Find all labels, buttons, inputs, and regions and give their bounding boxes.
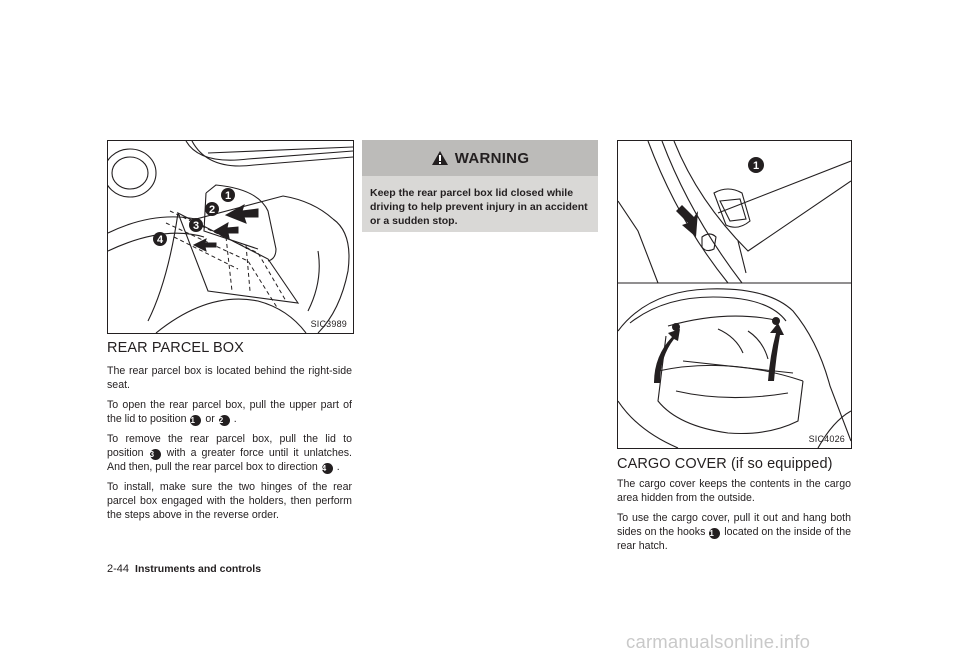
callout-badge: 2 xyxy=(219,415,230,426)
cargo-cover-figure xyxy=(617,140,852,449)
page-number: 2-44 xyxy=(107,563,130,575)
page-footer xyxy=(107,563,261,575)
paragraph-text: To remove the rear parcel box, pull the lid to position xyxy=(107,433,352,459)
cargo-cover-illustration xyxy=(618,141,851,448)
paragraph-text: or xyxy=(202,413,218,425)
paragraph-text: . xyxy=(333,461,340,473)
warning-title: WARNING xyxy=(454,149,530,167)
paragraph-text: . xyxy=(230,413,237,425)
figure-callout-1: 1 xyxy=(224,190,232,202)
paragraph-text: with a greater force until it unlatches. And then, pull the rear parcel box to direction xyxy=(107,447,352,473)
warning-box xyxy=(362,140,598,232)
figure-callout-3: 3 xyxy=(192,220,200,232)
cargo-cover-body xyxy=(617,477,851,559)
warning-triangle-icon xyxy=(431,150,449,166)
callout-badge: 4 xyxy=(322,463,333,474)
paragraph-text: The rear parcel box is located behind the right-side seat. xyxy=(107,365,352,391)
callout-badge: 1 xyxy=(190,415,201,426)
watermark: carmanualsonline.info xyxy=(626,631,811,652)
figure-code: SIC4026 xyxy=(808,434,845,444)
warning-text: Keep the rear parcel box lid closed while driving to help prevent injury in an accident or a sudden stop. xyxy=(370,187,588,227)
warning-header xyxy=(362,140,598,176)
paragraph xyxy=(617,477,851,505)
paragraph-text: The cargo cover keeps the contents in the cargo area hidden from the outside. xyxy=(617,478,851,504)
paragraph xyxy=(617,511,851,553)
rear-parcel-box-body xyxy=(107,364,352,528)
callout-badge: 1 xyxy=(709,528,720,539)
figure-callout-1: 1 xyxy=(752,160,760,172)
cargo-cover-heading: CARGO COVER (if so equipped) xyxy=(617,456,833,472)
rear-parcel-box-illustration xyxy=(108,141,353,333)
paragraph xyxy=(107,480,352,522)
paragraph-text: To install, make sure the two hinges of the rear parcel box engaged with the holders, then perform the steps above in the reverse order. xyxy=(107,481,352,521)
rear-parcel-box-heading: REAR PARCEL BOX xyxy=(107,340,244,356)
callout-badge: 3 xyxy=(150,449,161,460)
paragraph-text: To use the cargo cover, pull it out and hang both sides on the hooks xyxy=(617,512,851,538)
paragraph xyxy=(107,432,352,474)
paragraph-text: To open the rear parcel box, pull the upper part of the lid to position xyxy=(107,399,352,425)
paragraph-text: located on the inside of the rear hatch. xyxy=(617,526,851,552)
paragraph xyxy=(107,398,352,426)
rear-parcel-box-figure xyxy=(107,140,354,334)
footer-section-title: Instruments and controls xyxy=(135,563,262,575)
figure-callout-4: 4 xyxy=(156,234,164,246)
figure-code: SIC3989 xyxy=(310,319,347,329)
paragraph xyxy=(107,364,352,392)
figure-callout-2: 2 xyxy=(208,204,216,216)
